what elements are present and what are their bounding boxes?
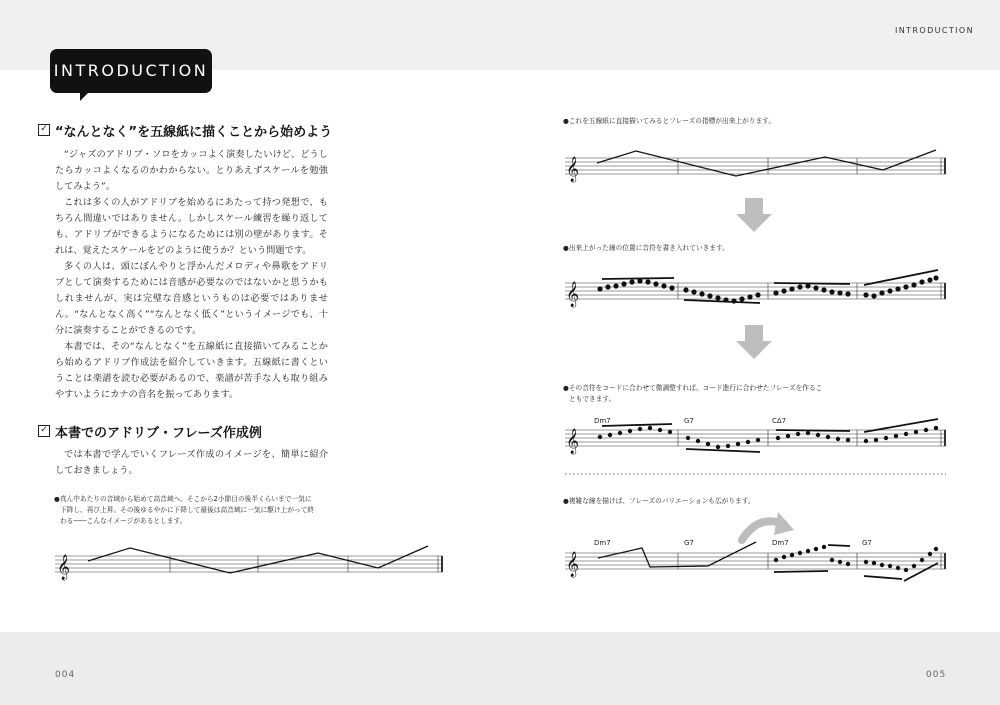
note-beams: [602, 270, 938, 303]
caption-line: ●その音符をコードに合わせて微調整すれば、コード進行に合わせたフレーズを作るこ: [563, 384, 823, 392]
caption-line: ともできます。: [569, 395, 616, 403]
treble-clef-icon: 𝄞: [566, 552, 580, 577]
chord-label: CΔ7: [772, 417, 787, 425]
down-arrow-icon: [736, 325, 772, 359]
page-number-left: 004: [55, 670, 76, 680]
treble-clef-icon: 𝄞: [57, 555, 71, 580]
treble-clef-icon: 𝄞: [566, 282, 580, 307]
chord-label: Dm7: [772, 539, 789, 547]
chord-label: G7: [684, 539, 694, 547]
paragraph: では本書で学んでいくフレーズ作成のイメージを、簡単に紹介しておきましょう。: [55, 449, 328, 476]
staff-3: [565, 430, 946, 446]
page-number-right: 005: [926, 670, 947, 680]
treble-clef-icon: 𝄞: [566, 429, 580, 454]
chord-label: Dm7: [594, 539, 611, 547]
step2-caption: ●出来上がった線の位置に音符を書き入れていきます。: [563, 244, 729, 252]
checkbox-icon: ✓: [38, 425, 50, 437]
paragraph: “ジャズのアドリブ・ソロをカッコよく演奏したいけど、どうしたらカッコよくなるのかわからない。とりあえずスケールを勉強してみよう”。: [55, 149, 328, 192]
note-beams: [774, 545, 938, 581]
chord-label: Dm7: [594, 417, 611, 425]
note-beams: [602, 419, 938, 452]
chord-label: G7: [684, 417, 694, 425]
curved-arrow-icon: [742, 512, 794, 540]
section1-title: “なんとなく”を五線紙に描くことから始めよう: [55, 125, 333, 140]
paragraph: 本書では、その“なんとなく”を五線紙に直接描いてみることから始めるアドリブ作成法を紹介していきます。五線紙に書くということは楽譜を読む必要があるので、楽譜が苦手な人も取り組みやすいようにカナの音名を振ってあります。: [55, 341, 328, 400]
contour-line: [597, 150, 936, 176]
running-header: INTRODUCTION: [894, 26, 974, 35]
paragraph: 多くの人は、頭にぼんやりと浮かんだメロディや鼻歌をアドリブとして演奏するためには音感が必要なのではないかと思うかもしれませんが、実は完璧な音感というものは必要ではありません。“なんとなく高く”“なんとなく低く”というイメージでも、十分に演奏することができるのです。: [55, 261, 328, 336]
step4-caption: ●複雑な線を描けば、フレーズのバリエーションも広がります。: [563, 497, 755, 505]
caption-line: ●真ん中あたりの音域から始めて高音域へ。そこから2小節目の後半くらいまで一気に: [54, 495, 312, 503]
step1-caption: ●これを五線紙に直接描いてみるとフレーズの指標が出来上がります。: [563, 117, 776, 125]
checkbox-icon: ✓: [38, 124, 50, 136]
down-arrow-icon: [736, 198, 772, 232]
contour-line: [598, 542, 756, 567]
section-tag: INTRODUCTION: [50, 49, 212, 93]
staff-left: [55, 556, 443, 572]
chord-label: G7: [862, 539, 872, 547]
treble-clef-icon: 𝄞: [566, 157, 580, 182]
note-run: [774, 545, 938, 572]
caption-line: 下降し、再び上昇。その後ゆるやかに下降して最後は高音域に一気に駆け上がって終: [60, 506, 315, 514]
caption-line: わる――こんなイメージがあるとします。: [60, 517, 187, 525]
section2-title: 本書でのアドリブ・フレーズ作成例: [55, 426, 262, 441]
paragraph: これは多くの人がアドリブを始めるにあたって持つ発想で、もちろん間違いではありません。しかしスケール練習を繰り返しても、アドリブができるようになるためには別の壁があります。それは、覚えたスケールをどのように使うか？という問題です。: [55, 197, 328, 256]
